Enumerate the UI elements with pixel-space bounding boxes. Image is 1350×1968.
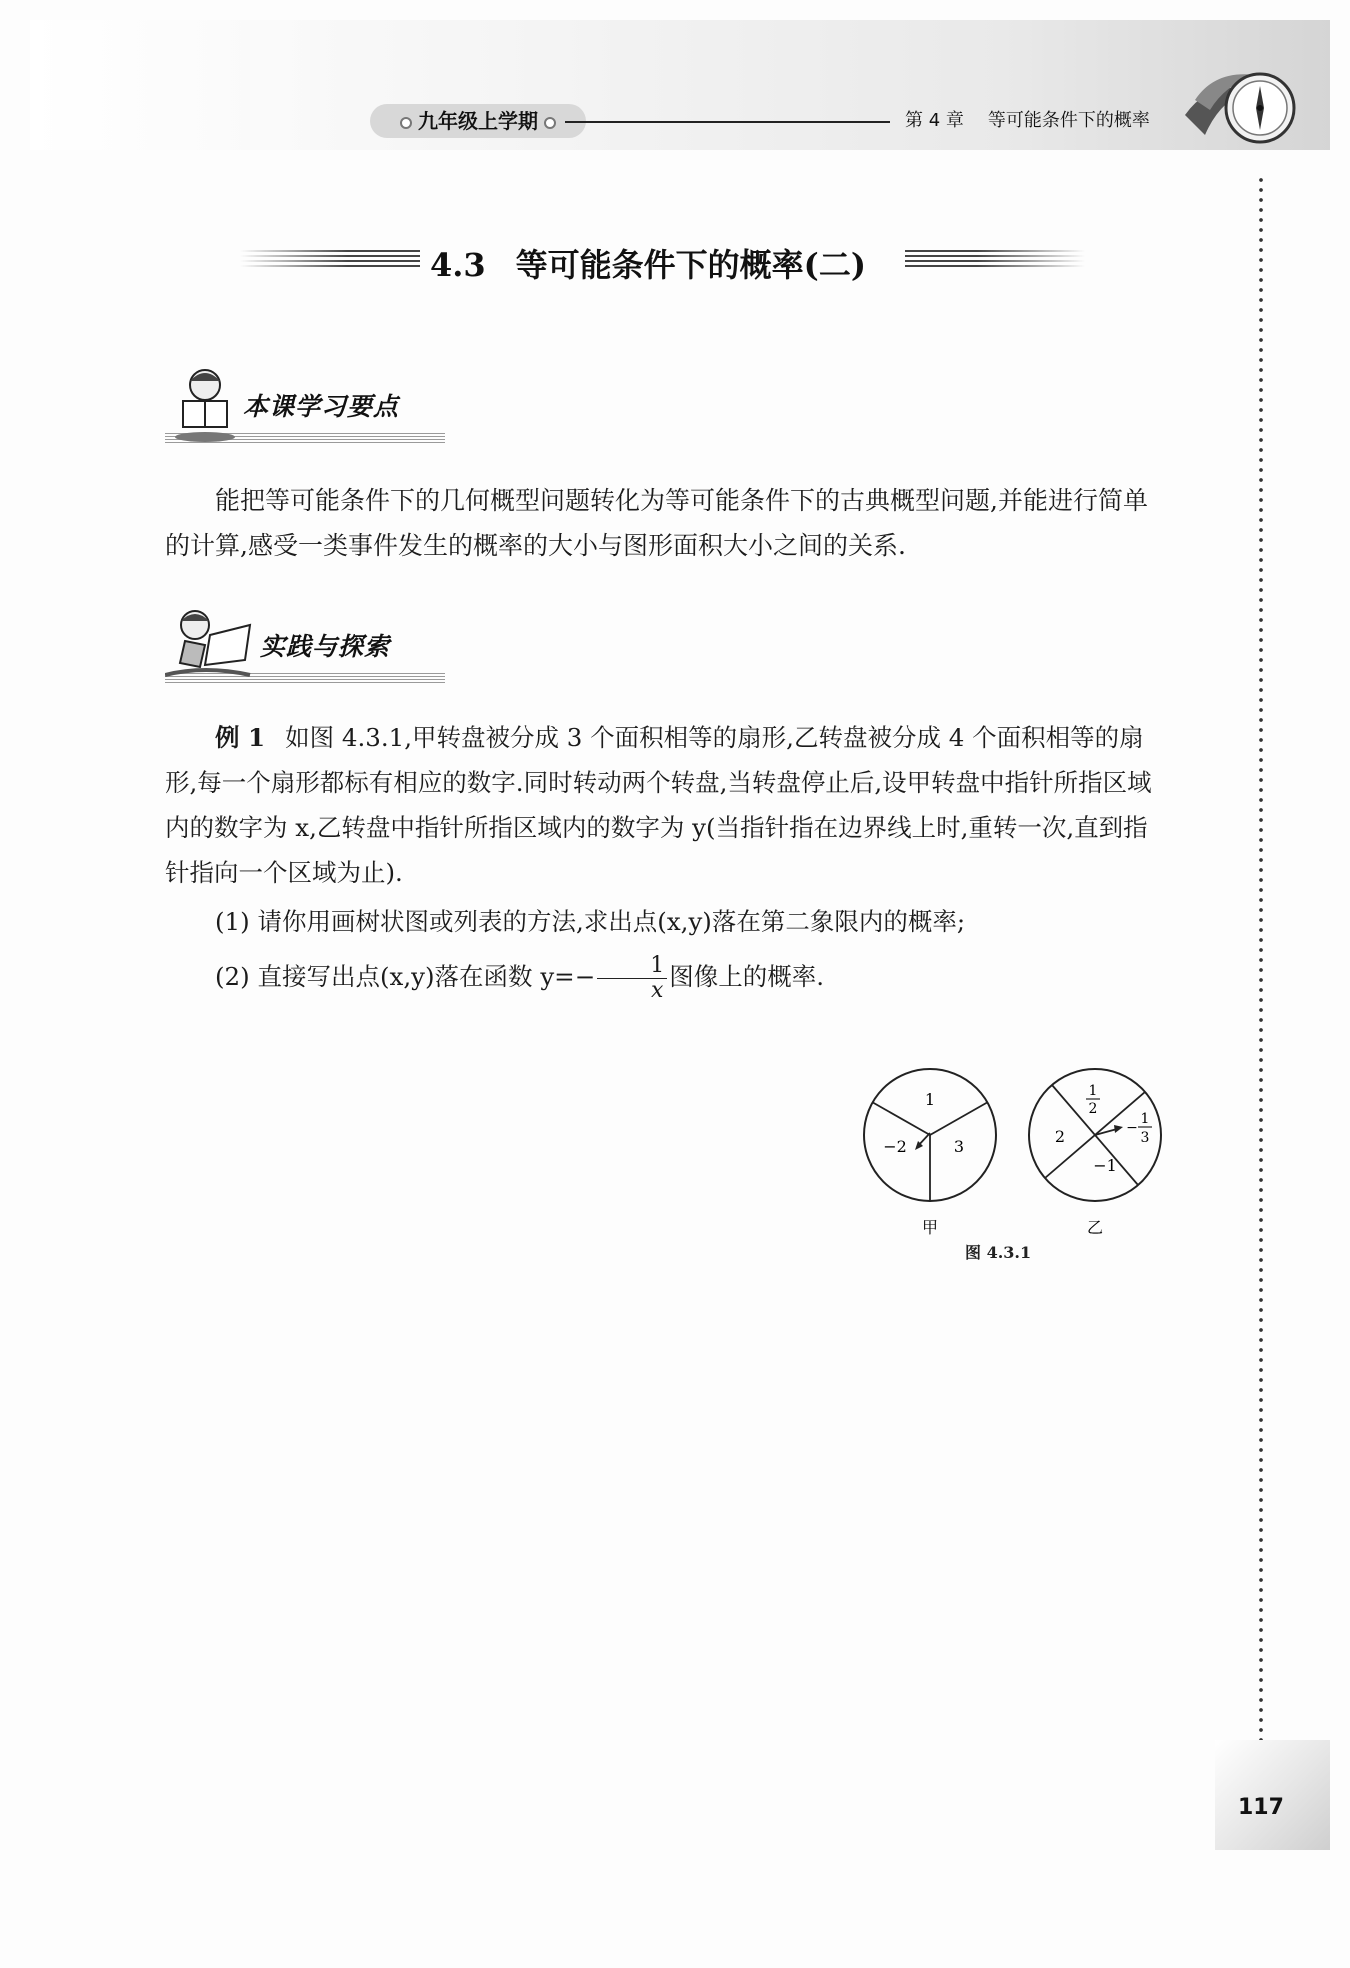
wheel-a: [864, 1069, 996, 1237]
key-points-label: 本课学习要点: [243, 392, 400, 421]
figure-caption: 图 4.3.1: [965, 1243, 1032, 1262]
section-title: [430, 240, 866, 286]
example-label: 例 1: [215, 723, 266, 752]
wheel-a-name: 甲: [921, 1218, 939, 1237]
wheel-b-label-third-num: 1: [1140, 1111, 1150, 1127]
key-points-heading: [165, 365, 455, 445]
grade-tag: [370, 104, 586, 138]
fraction: [597, 954, 667, 1003]
dotted-border: [1258, 175, 1264, 1740]
wheel-b-label-minus: −: [1126, 1120, 1138, 1136]
chapter-label: [905, 106, 1150, 132]
question-1: (1) 请你用画树状图或列表的方法,求出点(x,y)落在第二象限内的概率;: [215, 907, 966, 936]
title-stripes-left: [240, 250, 420, 270]
spinner-figure: [855, 1065, 1185, 1265]
wheel-b-label-neg1: −1: [1093, 1156, 1117, 1175]
header-rule: [565, 121, 890, 123]
example-text: 如图 4.3.1,甲转盘被分成 3 个面积相等的扇形,乙转盘被分成 4 个面积相等的扇形,每一个扇形都标有相应的数字.同时转动两个转盘,当转盘停止后,设甲转盘中指针所指区域内的数字为 x,乙转盘中指针所指区域内的数字为 y(当指针指在边界线上时,重转一次,直到指针指向一个区域为止).: [165, 723, 1152, 887]
title-stripes-right: [905, 250, 1085, 270]
page-number: 117: [1238, 1795, 1284, 1820]
dot-icon: [400, 117, 412, 129]
example-1: [165, 715, 1165, 1003]
chapter-title: 等可能条件下的概率: [987, 110, 1150, 131]
practice-heading: [165, 605, 455, 685]
wheel-b-label-2: 2: [1054, 1127, 1066, 1146]
fraction-denominator: x: [651, 978, 664, 1003]
question-2: [165, 954, 1165, 1003]
compass-icon: [1180, 60, 1300, 150]
chapter-number: 第 4 章: [905, 110, 964, 131]
student-reading-icon: [165, 365, 245, 445]
wheel-b: [1029, 1069, 1161, 1237]
example-body: [165, 715, 1165, 895]
section-title-text: 等可能条件下的概率(二): [515, 246, 866, 284]
key-points-paragraph: 能把等可能条件下的几何概型问题转化为等可能条件下的古典概型问题,并能进行简单的计算,感受一类事件发生的概率的大小与图形面积大小之间的关系.: [165, 486, 1148, 560]
key-points-text: [165, 478, 1165, 568]
wheel-b-name: 乙: [1086, 1218, 1104, 1237]
section-title-row: [240, 240, 1100, 284]
fraction-numerator: 1: [597, 954, 667, 979]
grade-label: 九年级上学期: [418, 109, 538, 133]
dot-icon: [544, 117, 556, 129]
question-2-before: (2) 直接写出点(x,y)落在函数 y=−: [215, 962, 596, 991]
student-skating-icon: [165, 605, 255, 685]
wheel-b-label-half-num: 1: [1088, 1083, 1098, 1099]
wheel-b-label-half-den: 2: [1088, 1101, 1098, 1117]
wheel-a-label-3: 3: [953, 1137, 965, 1156]
practice-label: 实践与探索: [260, 632, 391, 661]
question-2-after: 图像上的概率.: [669, 962, 825, 991]
wheel-a-label-2: −2: [883, 1137, 907, 1156]
section-number: 4.3: [430, 246, 486, 284]
wheel-a-label-1: 1: [924, 1090, 936, 1109]
wheel-b-label-third-den: 3: [1140, 1130, 1150, 1146]
